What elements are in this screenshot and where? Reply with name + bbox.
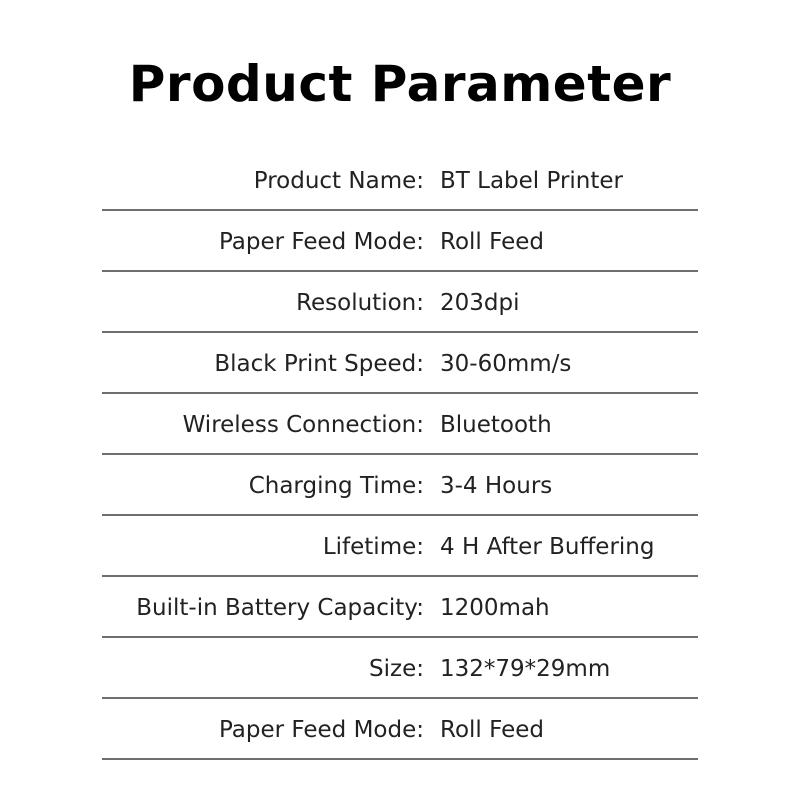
spec-value: Roll Feed (440, 717, 544, 743)
spec-label: Paper Feed Mode: (218, 717, 424, 743)
spec-label: Charging Time: (248, 473, 424, 499)
spec-value: 3-4 Hours (440, 473, 553, 499)
spec-label: Paper Feed Mode: (218, 229, 424, 255)
spec-row (102, 333, 698, 394)
spec-table (102, 150, 698, 760)
spec-row (102, 455, 698, 516)
spec-label: Wireless Connection: (182, 412, 424, 438)
spec-row (102, 272, 698, 333)
spec-value: BT Label Printer (440, 168, 624, 194)
spec-row (102, 638, 698, 699)
spec-label: Built-in Battery Capacity: (136, 595, 424, 621)
page-title: Product Parameter (128, 55, 672, 113)
spec-label: Product Name: (253, 168, 424, 194)
spec-row (102, 150, 698, 211)
spec-row (102, 699, 698, 760)
spec-label: Lifetime: (322, 534, 424, 560)
spec-value: 1200mah (440, 595, 550, 621)
spec-value: 132*79*29mm (440, 656, 611, 682)
spec-value: 30-60mm/s (440, 351, 572, 377)
spec-value: 4 H After Buffering (440, 534, 655, 560)
spec-label: Black Print Speed: (214, 351, 424, 377)
spec-label: Size: (369, 656, 424, 682)
spec-row (102, 394, 698, 455)
spec-value: Roll Feed (440, 229, 544, 255)
spec-row (102, 211, 698, 272)
spec-value: 203dpi (440, 290, 520, 316)
spec-value: Bluetooth (440, 412, 552, 438)
spec-label: Resolution: (296, 290, 424, 316)
spec-row (102, 577, 698, 638)
spec-row (102, 516, 698, 577)
